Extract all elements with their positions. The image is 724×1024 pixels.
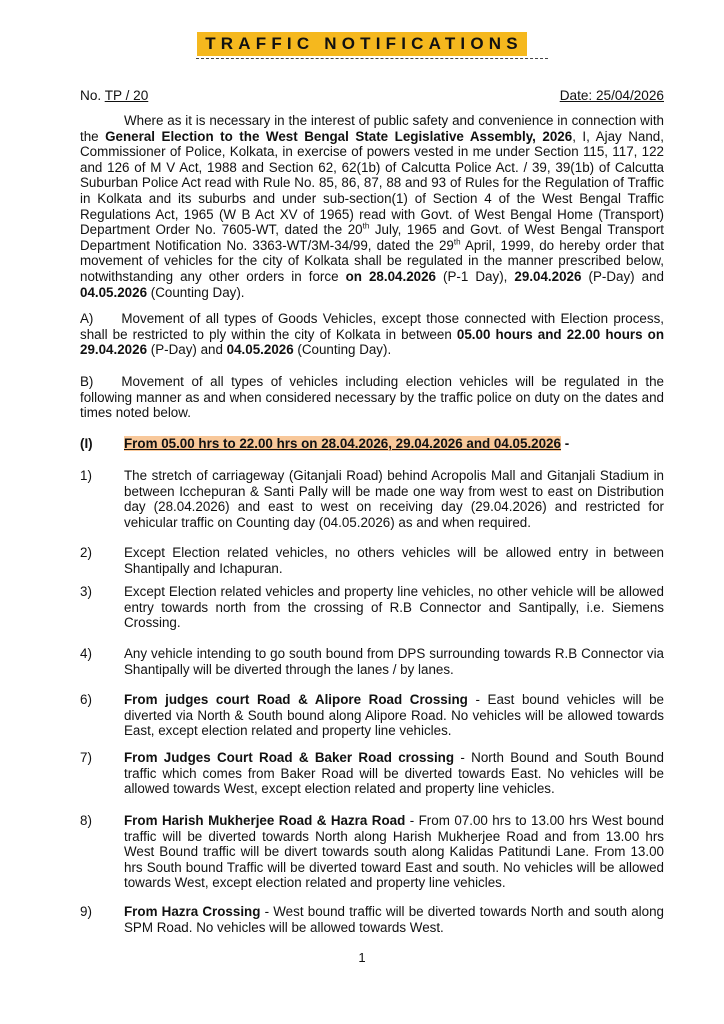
list-item-text: From judges court Road & Alipore Road Crossing - East bound vehicles will be diverted via North & South bound along Alipore Road. No vehicles will be allowed towards East, except election related and property line vehicles.	[124, 692, 664, 739]
intro-paragraph: Where as it is necessary in the interest of public safety and convenience in connection with the General Election to the West Bengal State Legislative Assembly, 2026, I, Ajay Nand, Commissioner of Police, Kolkata, in exercise of powers vested in me under Section 115, 117, 122 and 126 of M V Act, 1988 and Section 62, 62(1b) of Calcutta Police Act. / 39, 39(1b) of Calcutta Suburban Police Act read with Rule No. 85, 86, 87, 88 and 93 of Rules for the Regulation of Traffic in Kolkata and its suburbs and under sub-section(1) of Section 4 of the West Bengal Traffic Regulations Act, 1965 (W B Act XV of 1965) read with Govt. of West Bengal Home (Transport) Department Order No. 7605-WT, dated the 20th July, 1965 and Govt. of West Bengal Transport Department Notification No. 3363-WT/3M-34/99, dated the 29th April, 1999, do hereby order that movement of vehicles for the city of Kolkata shall be regulated in the manner prescribed below, notwithstanding any other orders in force on 28.04.2026 (P-1 Day), 29.04.2026 (P-Day) and 04.05.2026 (Counting Day).	[80, 113, 665, 300]
list-item-text: From Judges Court Road & Baker Road crossing - North Bound and South Bound traffic which comes from Baker Road will be diverted towards East. No vehicles will be allowed towards West, except election related and property line vehicles.	[124, 750, 664, 797]
list-item-number: 2)	[80, 545, 92, 560]
number-prefix: No.	[80, 88, 105, 103]
list-item-text: The stretch of carriageway (Gitanjali Road) behind Acropolis Mall and Gitanjali Stadium in between Icchepuran & Santi Pally will be made one way from west to east on Distribution day (28.04.2026) and east to west on receiving day (29.04.2026) and restricted for vehicular traffic on Counting day (04.05.2026) as and when required.	[124, 468, 664, 530]
section-b-paragraph: B) Movement of all types of vehicles including election vehicles will be regulated in the following manner as and when considered necessary by the traffic police on duty on the dates and times noted below.	[80, 374, 664, 421]
sub-heading-number: (I)	[80, 436, 93, 451]
page-number: 1	[358, 950, 366, 965]
document-title: TRAFFIC NOTIFICATIONS	[197, 32, 527, 56]
time-window-highlight: From 05.00 hrs to 22.00 hrs on 28.04.2026, 29.04.2026 and 04.05.2026	[124, 436, 561, 451]
sub-heading-text: From 05.00 hrs to 22.00 hrs on 28.04.2026, 29.04.2026 and 04.05.2026 -	[124, 436, 570, 451]
list-item-number: 8)	[80, 813, 92, 828]
list-item-number: 4)	[80, 646, 92, 661]
title-divider	[196, 58, 548, 59]
list-item-text: Any vehicle intending to go south bound from DPS surrounding towards R.B Connector via Shantipally will be diverted through the lanes / by lanes.	[124, 646, 664, 677]
list-item-number: 1)	[80, 468, 92, 483]
list-item-number: 3)	[80, 584, 92, 599]
list-item-text: From Hazra Crossing - West bound traffic will be diverted towards North and south along SPM Road. No vehicles will be allowed towards West.	[124, 904, 664, 935]
title-container	[0, 32, 724, 56]
list-item-text: From Harish Mukherjee Road & Hazra Road - From 07.00 hrs to 13.00 hrs West bound traffic will be diverted towards North along Harish Mukherjee Road and from 13.00 hrs West Bound traffic will be divert towards south along Kalidas Patitundi Lane. From 13.00 hrs South bound Traffic will be diverted toward East and south. No vehicles will be allowed towards West, except election related and property line vehicles.	[124, 813, 664, 891]
list-item-number: 6)	[80, 692, 92, 707]
notification-date: Date: 25/04/2026	[559, 88, 664, 103]
list-item-number: 7)	[80, 750, 92, 765]
number-value: TP / 20	[104, 88, 149, 103]
list-item-text: Except Election related vehicles and property line vehicles, no other vehicle will be allowed entry towards north from the crossing of R.B Connector and Santipally, i.e. Siemens Crossing.	[124, 584, 664, 631]
notification-number	[80, 88, 148, 103]
list-item-number: 9)	[80, 904, 92, 919]
election-name: General Election to the West Bengal State Legislative Assembly, 2026	[105, 128, 573, 144]
section-a-paragraph: A) Movement of all types of Goods Vehicles, except those connected with Election process, shall be restricted to ply within the city of Kolkata in between 05.00 hours and 22.00 hours on 29.04.2026 (P-Day) and 04.05.2026 (Counting Day).	[80, 311, 665, 358]
list-item-text: Except Election related vehicles, no others vehicles will be allowed entry in between Shantipally and Ichapuran.	[124, 545, 664, 576]
